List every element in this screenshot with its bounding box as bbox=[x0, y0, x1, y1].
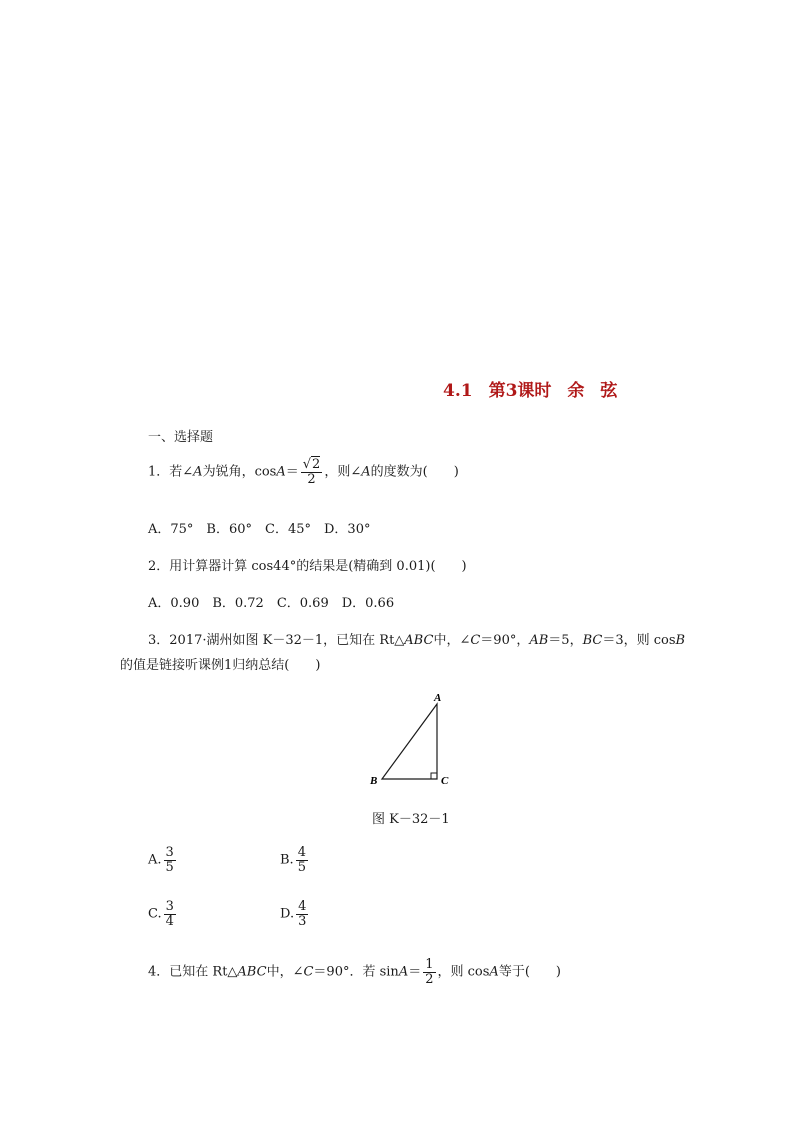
q1-mid: 为锐角，cos bbox=[202, 464, 277, 480]
option-b-den: 5 bbox=[297, 859, 306, 875]
q3-bc: BC bbox=[582, 633, 603, 648]
option-b-label: B. bbox=[280, 852, 294, 868]
q4-eq: ＝ bbox=[408, 964, 422, 980]
q1-end: 的度数为( ) bbox=[370, 464, 459, 480]
q3-option-b bbox=[280, 846, 310, 874]
q4-mid: 中，∠ bbox=[266, 964, 304, 980]
q3-text-e: ＝3，则 cos bbox=[602, 633, 676, 648]
label-c: C bbox=[441, 775, 449, 787]
title-number: 4.1 bbox=[443, 381, 473, 401]
sqrt-sign: √2 bbox=[302, 457, 321, 472]
q1-var-a2: A bbox=[276, 464, 286, 480]
q1-var-a3: A bbox=[361, 464, 371, 480]
q3-ab: AB bbox=[529, 633, 549, 648]
option-c-den: 4 bbox=[165, 913, 174, 929]
q4-a2: A bbox=[489, 964, 499, 980]
q4-end: 等于( ) bbox=[498, 964, 561, 980]
section-heading: 一、选择题 bbox=[148, 430, 214, 445]
q3-text-d: ＝5， bbox=[548, 633, 583, 648]
q1-frac-den: 2 bbox=[307, 471, 316, 487]
option-d-num: 4 bbox=[298, 899, 307, 914]
figure-caption: 图 K－32－1 bbox=[372, 812, 450, 827]
q3-text-b: 中，∠ bbox=[433, 633, 471, 648]
question-4 bbox=[148, 958, 561, 986]
q1-eq: ＝ bbox=[285, 464, 299, 480]
q4-c: C bbox=[303, 964, 314, 980]
label-a: A bbox=[434, 692, 442, 704]
option-c-label: C. bbox=[148, 906, 162, 922]
right-angle-marker bbox=[431, 773, 437, 779]
q1-lead: 1．若∠ bbox=[148, 464, 194, 480]
q4-tail: ，则 cos bbox=[437, 964, 490, 980]
option-a-label: A. bbox=[148, 852, 162, 868]
q4-frac-den: 2 bbox=[425, 971, 434, 987]
question-3-line-1 bbox=[148, 629, 685, 648]
option-c-num: 3 bbox=[165, 899, 174, 914]
q3-option-c bbox=[148, 900, 178, 928]
option-d-label: D. bbox=[280, 906, 295, 922]
question-1 bbox=[148, 458, 459, 486]
q3-option-a bbox=[148, 846, 178, 874]
q4-lead: 4．已知在 Rt△ bbox=[148, 964, 238, 980]
q1-frac-num: 2 bbox=[312, 457, 321, 472]
q3-c: C bbox=[470, 633, 481, 648]
q4-mid2: ＝90°．若 sin bbox=[313, 964, 399, 980]
q1-tail: ，则∠ bbox=[324, 464, 362, 480]
q4-fraction bbox=[423, 958, 435, 986]
option-a-den: 5 bbox=[165, 859, 174, 875]
q3-option-d bbox=[280, 900, 310, 928]
title-topic-1: 余 bbox=[567, 381, 585, 401]
question-3-line-2: 的值是链接听课例1归纳总结( ) bbox=[120, 658, 321, 673]
option-d-den: 3 bbox=[298, 913, 307, 929]
question-2: 2．用计算器计算 cos44°的结果是(精确到 0.01)( ) bbox=[148, 559, 467, 574]
q1-var-a: A bbox=[193, 464, 203, 480]
title-topic-2: 弦 bbox=[600, 381, 618, 401]
q4-abc: ABC bbox=[237, 964, 267, 980]
q4-frac-num: 1 bbox=[425, 957, 434, 972]
q3-abc: ABC bbox=[404, 633, 434, 648]
q1-options: A．75° B．60° C．45° D．30° bbox=[148, 522, 371, 537]
title-lesson: 第3课时 bbox=[488, 381, 552, 401]
q4-a: A bbox=[398, 964, 409, 980]
q3-text-a: 3．2017·湖州如图 K－32－1，已知在 Rt△ bbox=[148, 633, 405, 648]
triangle-shape bbox=[382, 704, 437, 779]
option-b-num: 4 bbox=[297, 845, 306, 860]
page-title bbox=[443, 376, 617, 401]
q3-text-c: ＝90°， bbox=[480, 633, 530, 648]
q2-options: A．0.90 B．0.72 C．0.69 D．0.66 bbox=[148, 596, 395, 611]
label-b: B bbox=[370, 775, 378, 787]
option-a-num: 3 bbox=[165, 845, 174, 860]
triangle-figure bbox=[360, 686, 470, 790]
q1-fraction bbox=[301, 458, 323, 486]
q3-b: B bbox=[675, 633, 686, 648]
